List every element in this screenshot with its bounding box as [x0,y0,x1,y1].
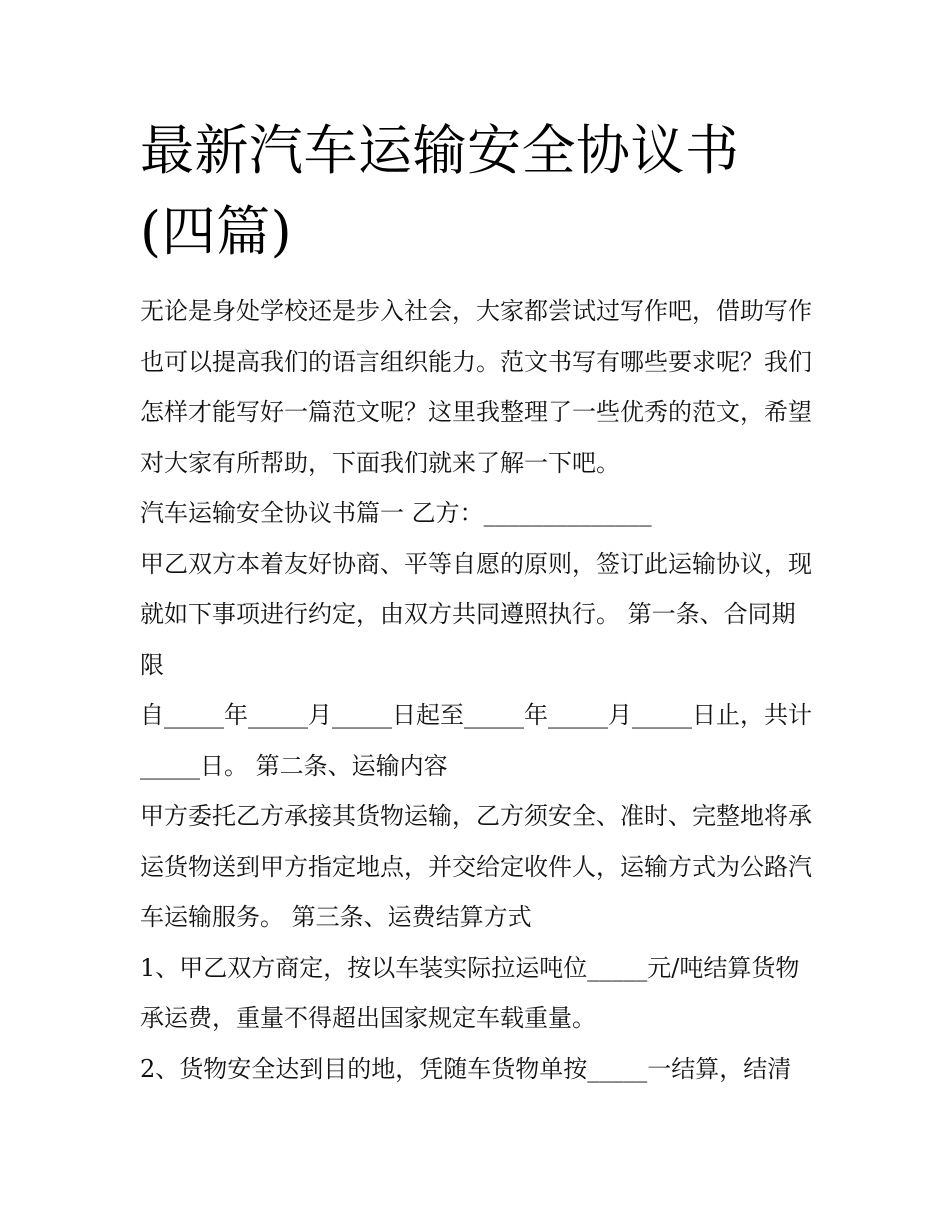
freight-settlement-item-1: 1、甲乙双方商定，按以车装实际拉运吨位_____元/吨结算货物承运费，重量不得超出国家规定车载重量。 [140,953,800,1032]
freight-settlement-item-2: 2、货物安全达到目的地，凭随车货物单按_____一结算，结清 [140,1054,792,1083]
transport-content-clause: 甲方委托乙方承接其货物运输，乙方须安全、准时、完整地将承运货物送到甲方指定地点，并交给定收件人，运输方式为公路汽车运输服务。 第三条、运费结算方式 [140,802,812,931]
document-title: 最新汽车运输安全协议书(四篇) [140,119,740,263]
agreement-preamble: 甲乙双方本着友好协商、平等自愿的原则，签订此运输协议，现就如下事项进行约定，由双方共同遵照执行。 第一条、合同期限 [140,549,812,679]
contract-period-clause: 自_____年_____月_____日起至_____年_____月_____日止，共计_____日。 第二条、运输内容 [140,701,812,780]
document-body [140,110,812,1094]
party-b-line: 汽车运输安全协议书篇一 乙方：______________ [140,499,652,527]
intro-paragraph: 无论是身处学校还是步入社会，大家都尝试过写作吧，借助写作也可以提高我们的语言组织能力。范文书写有哪些要求呢？我们怎样才能写好一篇范文呢？这里我整理了一些优秀的范文，希望对大家有所帮助，下面我们就来了解一下吧。 [140,297,812,477]
